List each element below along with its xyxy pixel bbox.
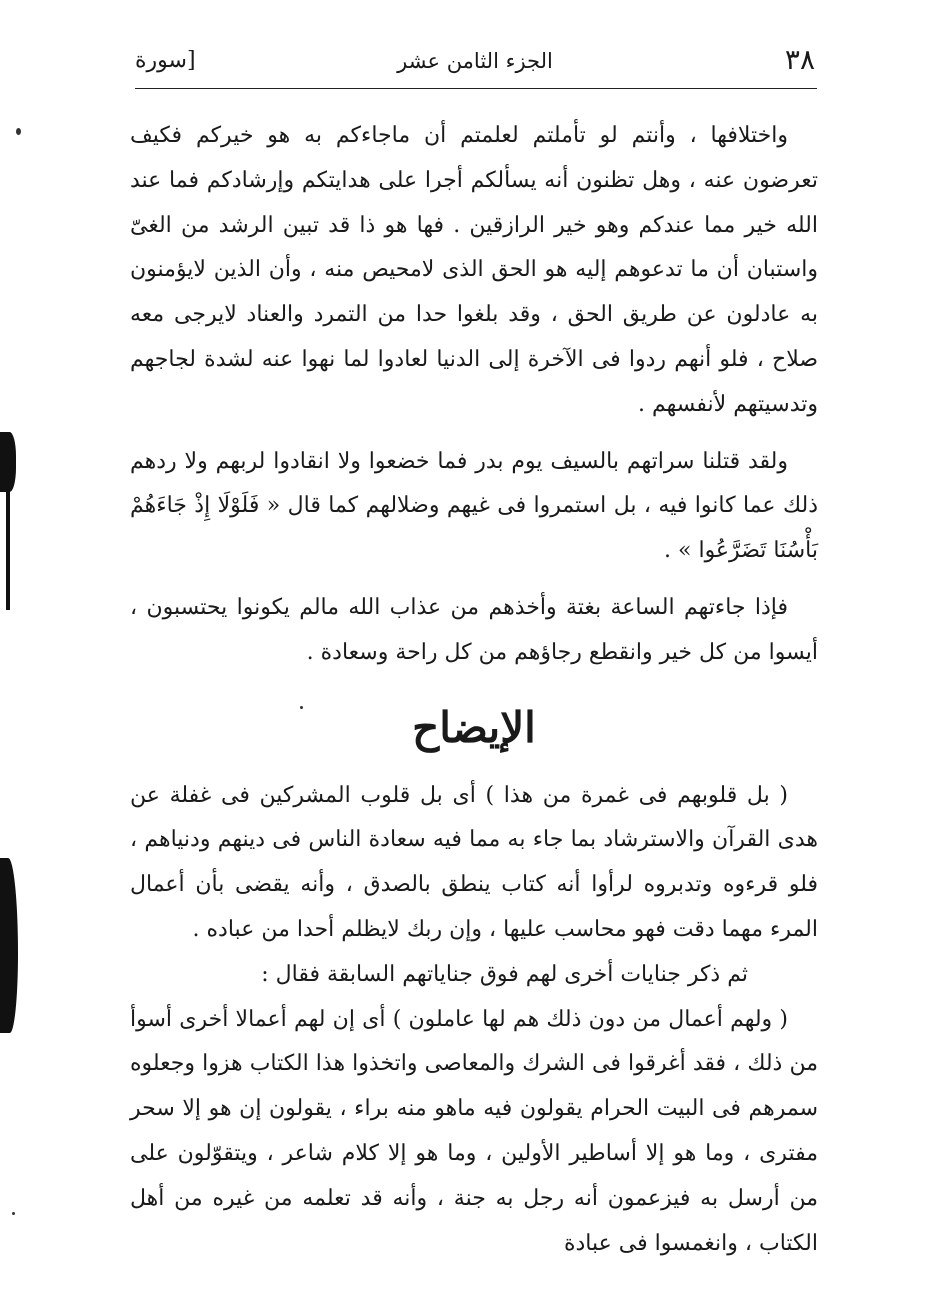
scan-edge-mark xyxy=(0,432,16,492)
paragraph-1: واختلافها ، وأنتم لو تأملتم لعلمتم أن ماجاءكم به هو خيركم فكيف تعرضون عنه ، وهل تظنون أنه يسألكم أجرا على هدايتكم وإرشادكم فما عند الله خير مما عندكم وهو خير الرازقين . فها هو ذا قد تبين الرشد من الغىّ واستبان أن ما تدعوهم إليه هو الحق الذى لامحيص منه ، وأن الذين لايؤمنون به عادلون عن طريق الحق ، وقد بلغوا حدا من التمرد والعناد لايرجى معه صلاح ، فلو أنهم ردوا فى الآخرة إلى الدنيا لعادوا لما نهوا عنه لشدة لجاجهم وتدسيتهم لأنفسهم . xyxy=(130,123,818,417)
paragraph-5: ثم ذكر جنايات أخرى لهم فوق جناياتهم السابقة فقال : xyxy=(261,961,748,987)
page-body xyxy=(130,114,818,1266)
page-number: ٣٨ xyxy=(784,43,815,76)
header-rule xyxy=(135,88,817,89)
section-heading: الإيضاح xyxy=(412,702,536,752)
scan-edge-mark xyxy=(0,858,18,1033)
scan-speck xyxy=(16,128,21,135)
scan-edge-mark xyxy=(6,490,10,610)
paragraph-6: ( ولهم أعمال من دون ذلك هم لها عاملون ) أى إن لهم أعمالا أخرى أسوأ من ذلك ، فقد أغرقوا فى الشرك والمعاصى واتخذوا هذا الكتاب هزوا وجعلوه سمرهم فى البيت الحرام يقولون فيه ماهو منه براء ، يقولون إن هو إلا سحر مفترى ، وما هو إلا أساطير الأولين ، وما هو إلا كلام شاعر ، ويتقوّلون على من أرسل به فيزعمون أنه رجل به جنة ، وأنه قد تعلمه من غيره من أهل الكتاب ، وانغمسوا فى عبادة xyxy=(130,1006,818,1256)
paragraph-3: فإذا جاءتهم الساعة بغتة وأخذهم من عذاب الله مالم يكونوا يحتسبون ، أيسوا من كل خير وانقطع رجاؤهم من كل راحة وسعادة . xyxy=(130,594,818,665)
running-header xyxy=(135,40,815,88)
scan-speck xyxy=(12,1212,15,1215)
scan-speck xyxy=(300,706,303,709)
paragraph-4: ( بل قلوبهم فى غمرة من هذا ) أى بل قلوب المشركين فى غفلة عن هدى القرآن والاسترشاد بما جاء به مما فيه سعادة الناس فى دينهم ودنياهم ، فلو قرءوه وتدبروه لرأوا أنه كتاب ينطق بالصدق ، وأنه يقضى بأن أعمال المرء مهما دقت فهو محاسب عليها ، وإن ربك لايظلم أحدا من عباده . xyxy=(130,782,818,942)
surah-label: [سورة xyxy=(135,48,196,73)
running-title: الجزء الثامن عشر xyxy=(397,49,553,73)
paragraph-2: ولقد قتلنا سراتهم بالسيف يوم بدر فما خضعوا ولا انقادوا لربهم ولا ردهم ذلك عما كانوا فيه ، بل استمروا فى غيهم وضلالهم كما قال « فَلَوْلَا إِذْ جَاءَهُمْ بَأْسُنَا تَضَرَّعُوا » . xyxy=(130,448,818,564)
